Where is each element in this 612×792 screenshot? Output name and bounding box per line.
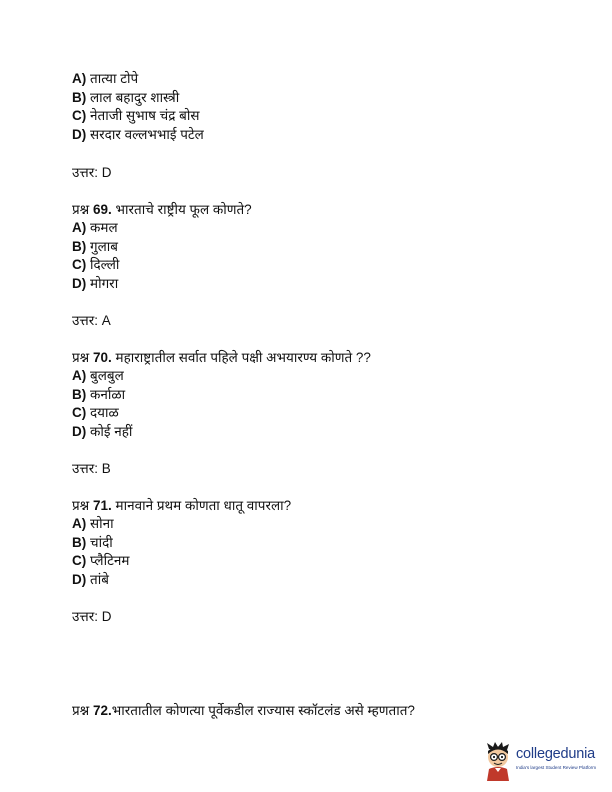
q68-option-d: D) सरदार वल्लभभाई पटेल	[72, 127, 204, 142]
q71-answer: उत्तर: D	[72, 609, 112, 624]
q70-answer: उत्तर: B	[72, 461, 111, 476]
logo-wordmark: collegedunia	[516, 746, 596, 762]
q69-question: प्रश्न 69. भारताचे राष्ट्रीय फूल कोणते?	[72, 202, 252, 217]
q71-option-a: A) सोना	[72, 516, 114, 531]
q69-answer: उत्तर: A	[72, 313, 111, 328]
q69-option-c: C) दिल्ली	[72, 257, 120, 272]
q70-option-c: C) दयाळ	[72, 405, 119, 420]
q68-answer: उत्तर: D	[72, 165, 112, 180]
logo-tagline: India's largest Student Review Platform	[516, 765, 597, 770]
q72-question: प्रश्न 72.भारतातील कोणत्या पूर्वेकडील राज्यास स्कॉटलंड असे म्हणतात?	[72, 703, 415, 718]
q71-option-b: B) चांदी	[72, 535, 113, 550]
q70-question: प्रश्न 70. महाराष्ट्रातील सर्वात पहिले पक्षी अभयारण्य कोणते ??	[72, 350, 371, 365]
q71-question: प्रश्न 71. मानवाने प्रथम कोणता धातू वापरला?	[72, 498, 292, 513]
q68-option-c: C) नेताजी सुभाष चंद्र बोस	[72, 108, 200, 123]
q68-option-b: B) लाल बहादुर शास्त्री	[72, 90, 180, 105]
q68-option-a: A) तात्या टोपे	[72, 71, 139, 86]
q71-option-d: D) तांबे	[72, 572, 109, 587]
q69-option-b: B) गुलाब	[72, 239, 118, 254]
q70-option-a: A) बुलबुल	[72, 368, 124, 383]
collegedunia-logo	[483, 741, 609, 781]
q69-option-a: A) कमल	[72, 220, 118, 235]
mascot-icon	[483, 741, 515, 781]
q70-option-d: D) कोई नहीं	[72, 424, 133, 439]
q71-option-c: C) प्लैटिनम	[72, 553, 130, 568]
q69-option-d: D) मोगरा	[72, 276, 119, 291]
q70-option-b: B) कर्नाळा	[72, 387, 126, 402]
